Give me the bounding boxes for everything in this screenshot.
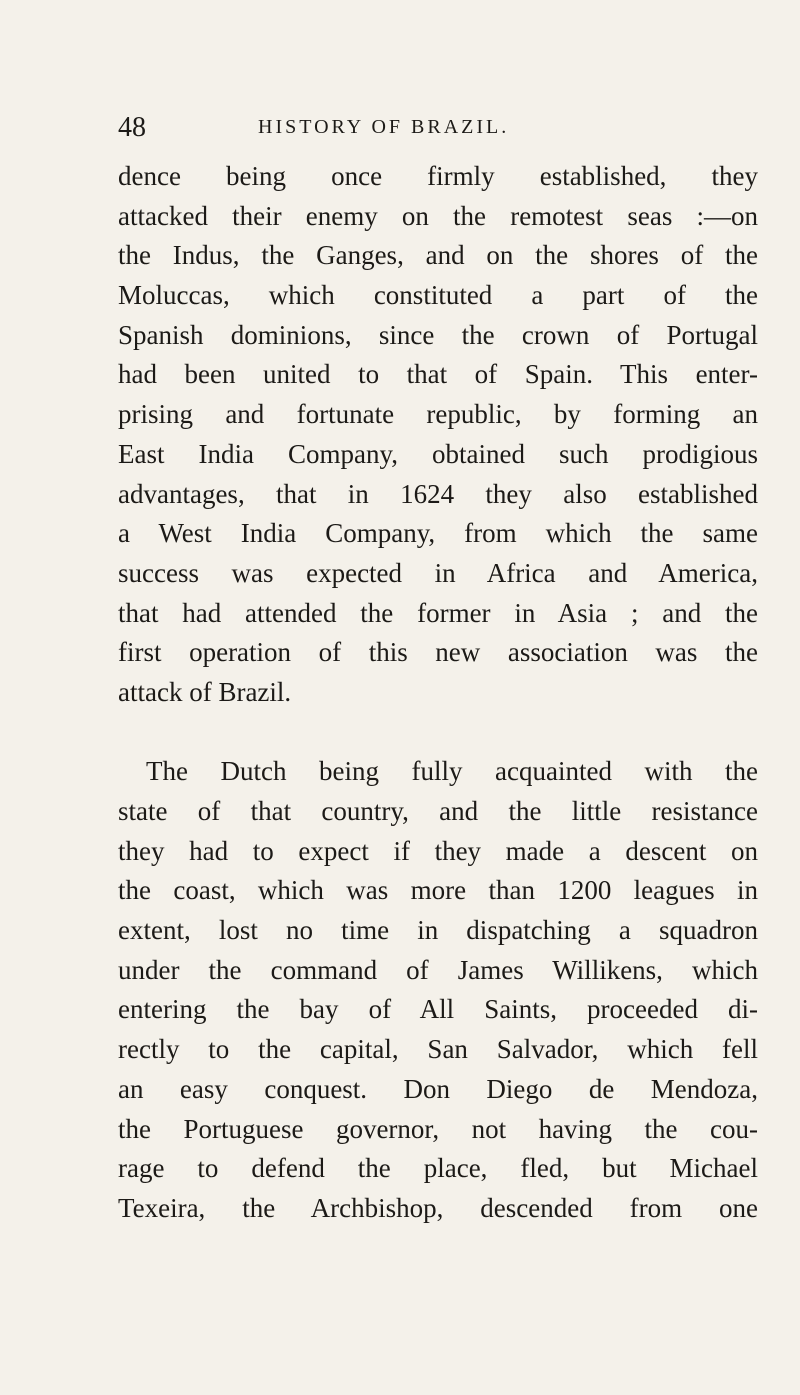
text-line: state of that country, and the little resistance xyxy=(118,796,758,826)
text-line: first operation of this new association was the xyxy=(118,637,758,668)
text-line: that had attended the former in Asia ; and the xyxy=(118,597,758,628)
text-line: Moluccas, which constituted a part of the xyxy=(118,280,758,311)
page-number: 48 xyxy=(118,112,146,143)
text-line: the Portuguese governor, not having the cou- xyxy=(118,1113,758,1144)
text-line: rage to defend the place, fled, but Michael xyxy=(118,1153,758,1184)
text-line: the Indus, the Ganges, and on the shores of the xyxy=(118,240,758,271)
text-line: they had to expect if they made a descent on xyxy=(118,835,758,866)
text-line: Texeira, the Archbishop, descended from one xyxy=(118,1192,758,1223)
text-line: Spanish dominions, since the crown of Portugal xyxy=(118,319,758,350)
text-line: the coast, which was more than 1200 leagues in xyxy=(118,875,758,906)
text-line: under the command of James Willikens, which xyxy=(118,954,758,985)
paragraph-2 xyxy=(118,752,758,1228)
text-line: extent, lost no time in dispatching a squadron xyxy=(118,915,758,946)
text-line: a West India Company, from which the same xyxy=(118,518,758,549)
text-line: entering the bay of All Saints, proceeded di- xyxy=(118,994,758,1025)
text-line: attack of Brazil. xyxy=(118,676,292,707)
text-line: The Dutch being fully acquainted with the xyxy=(146,756,758,787)
text-line: success was expected in Africa and America, xyxy=(118,557,758,588)
text-line: an easy conquest. Don Diego de Mendoza, xyxy=(118,1073,758,1104)
text-line: attacked their enemy on the remotest seas :—on xyxy=(118,200,758,231)
text-line: prising and fortunate republic, by forming an xyxy=(118,399,758,430)
body-text xyxy=(118,157,758,1229)
text-line: East India Company, obtained such prodigious xyxy=(118,438,758,469)
running-head xyxy=(118,112,758,148)
text-line: advantages, that in 1624 they also established xyxy=(118,478,758,509)
running-title: HISTORY OF BRAZIL. xyxy=(258,116,510,138)
paragraph-gap xyxy=(118,713,758,753)
text-line: had been united to that of Spain. This enter- xyxy=(118,359,758,390)
text-line: rectly to the capital, San Salvador, which fell xyxy=(118,1034,758,1065)
paragraph-1 xyxy=(118,157,758,713)
text-line: dence being once firmly established, they xyxy=(118,161,758,191)
